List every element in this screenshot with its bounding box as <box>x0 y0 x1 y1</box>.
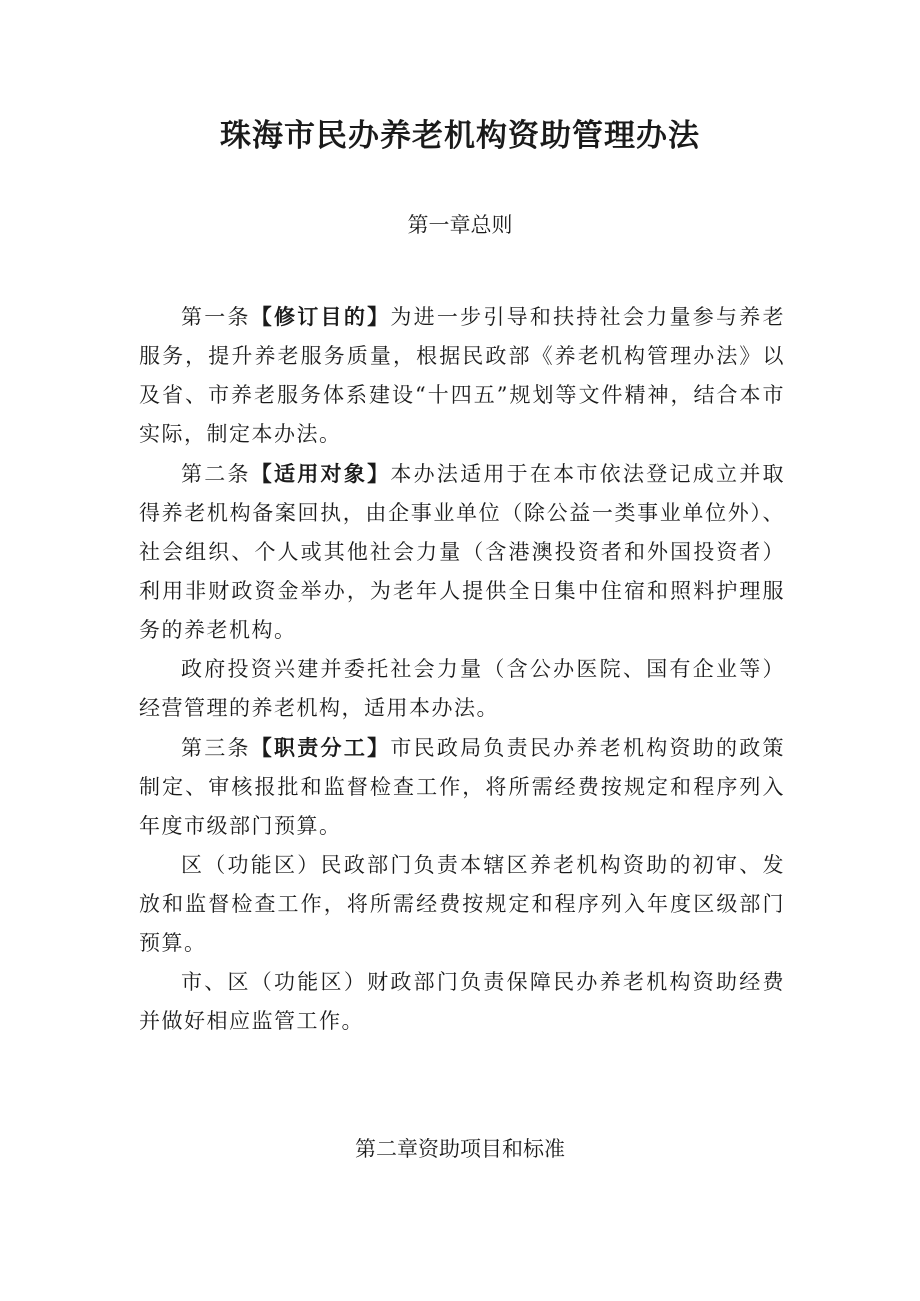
article-3-tag: 【职责分工】 <box>250 735 391 760</box>
article-2 <box>139 454 785 650</box>
document-body <box>139 297 785 1041</box>
article-3-text: 市民政局负责民办养老机构资助的政策制定、审核报批和监督检查工作，将所需经费按规定和程序列入年度市级部门预算。 <box>139 736 786 838</box>
article-3-paragraph-3: 市、区（功能区）财政部门负责保障民办养老机构资助经费并做好相应监管工作。 <box>139 970 785 1033</box>
article-2-text: 本办法适用于在本市依法登记成立并取得养老机构备案回执，由企事业单位（除公益一类事业单位外）、社会组织、个人或其他社会力量（含港澳投资者和外国投资者）利用非财政资金举办，为老年人提供全日集中住宿和照料护理服务的养老机构。 <box>139 462 786 642</box>
article-3-paragraph-2: 区（功能区）民政部门负责本辖区养老机构资助的初审、发放和监督检查工作，将所需经费按规定和程序列入年度区级部门预算。 <box>139 853 785 955</box>
article-2-paragraph-2: 政府投资兴建并委托社会力量（含公办医院、国有企业等）经营管理的养老机构，适用本办法。 <box>139 657 785 720</box>
article-2-tag: 【适用对象】 <box>250 461 391 486</box>
article-2-number: 第二条 <box>181 462 251 486</box>
article-1-text: 为进一步引导和扶持社会力量参与养老服务，提升养老服务质量，根据民政部《养老机构管理办法》以及省、市养老服务体系建设“十四五”规划等文件精神，结合本市实际，制定本办法。 <box>139 305 786 446</box>
chapter-1-heading: 第一章总则 <box>407 213 513 237</box>
article-1-number: 第一条 <box>181 305 251 329</box>
article-1-tag: 【修订目的】 <box>250 304 391 329</box>
document-title: 珠海市民办养老机构资助管理办法 <box>220 118 700 154</box>
chapter-2-heading: 第二章资助项目和标准 <box>355 1137 565 1161</box>
article-3-number: 第三条 <box>181 736 251 760</box>
article-3 <box>139 728 785 846</box>
article-1 <box>139 297 785 454</box>
